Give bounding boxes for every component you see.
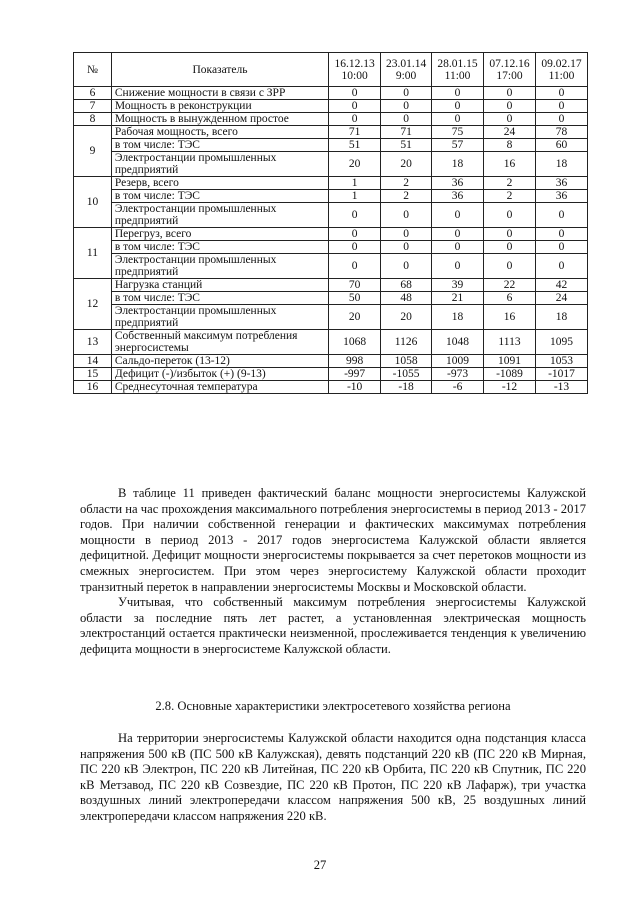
- cell-value: 60: [535, 139, 587, 152]
- table-row: [74, 381, 588, 394]
- cell-value: 16: [484, 152, 536, 177]
- table-row: [74, 279, 588, 292]
- cell-value: 50: [329, 292, 381, 305]
- cell-value: 70: [329, 279, 381, 292]
- cell-value: 51: [329, 139, 381, 152]
- cell-value: 48: [381, 292, 432, 305]
- row-label: Резерв, всего: [111, 177, 328, 190]
- header-date-4: 07.12.16 17:00: [484, 53, 536, 87]
- table-row: [74, 292, 588, 305]
- row-label: Электростанции промышленных предприятий: [111, 203, 328, 228]
- row-number: 14: [74, 355, 112, 368]
- cell-value: 0: [484, 100, 536, 113]
- row-label: в том числе: ТЭС: [111, 190, 328, 203]
- header-date-2: 23.01.14 9:00: [381, 53, 432, 87]
- row-label: в том числе: ТЭС: [111, 241, 328, 254]
- table-row: [74, 152, 588, 177]
- row-label: Мощность в вынужденном простое: [111, 113, 328, 126]
- row-label: Перегруз, всего: [111, 228, 328, 241]
- cell-value: -6: [432, 381, 484, 394]
- table-row: [74, 139, 588, 152]
- cell-value: 22: [484, 279, 536, 292]
- cell-value: 18: [432, 152, 484, 177]
- row-number: 13: [74, 330, 112, 355]
- cell-value: 0: [484, 87, 536, 100]
- cell-value: -13: [535, 381, 587, 394]
- cell-value: 1091: [484, 355, 536, 368]
- cell-value: -1089: [484, 368, 536, 381]
- cell-value: 0: [432, 113, 484, 126]
- cell-value: 0: [432, 100, 484, 113]
- cell-value: -10: [329, 381, 381, 394]
- cell-value: -18: [381, 381, 432, 394]
- cell-value: 0: [381, 87, 432, 100]
- cell-value: 1048: [432, 330, 484, 355]
- cell-value: 0: [432, 254, 484, 279]
- header-date-5: 09.02.17 11:00: [535, 53, 587, 87]
- cell-value: 0: [484, 203, 536, 228]
- cell-value: 2: [381, 177, 432, 190]
- cell-value: -997: [329, 368, 381, 381]
- table-row: [74, 100, 588, 113]
- cell-value: 71: [329, 126, 381, 139]
- cell-value: 2: [484, 177, 536, 190]
- table-row: [74, 190, 588, 203]
- cell-value: 0: [484, 113, 536, 126]
- paragraph-balance: В таблице 11 приведен фактический баланс мощности энергосистемы Калужской области на час прохождения максимального потребления энергосистемы в период 2013 - 2017 годов. При наличии собственной генерации и фактических максимумах потребления мощности в период 2013 - 2017 годов энергосистема Калужской области является дефицитной. Дефицит мощности энергосистемы покрывается за счет перетоков мощности из смежных энергосистем. При этом через энергосистему Калужской области проходит транзитный переток в направлении энергосистемы Москвы и Московской области.: [80, 486, 586, 594]
- cell-value: 0: [484, 228, 536, 241]
- cell-value: 0: [381, 254, 432, 279]
- row-number: 6: [74, 87, 112, 100]
- cell-value: 68: [381, 279, 432, 292]
- cell-value: 1068: [329, 330, 381, 355]
- cell-value: -12: [484, 381, 536, 394]
- row-label: в том числе: ТЭС: [111, 139, 328, 152]
- table-row: [74, 87, 588, 100]
- row-label: Нагрузка станций: [111, 279, 328, 292]
- cell-value: 51: [381, 139, 432, 152]
- cell-value: 0: [484, 254, 536, 279]
- row-label: Сальдо-переток (13-12): [111, 355, 328, 368]
- row-label: Собственный максимум потребления энергосистемы: [111, 330, 328, 355]
- cell-value: 0: [381, 100, 432, 113]
- row-number: 12: [74, 279, 112, 330]
- cell-value: 0: [381, 203, 432, 228]
- cell-value: 0: [535, 254, 587, 279]
- cell-value: 24: [484, 126, 536, 139]
- header-date-1: 16.12.13 10:00: [329, 53, 381, 87]
- cell-value: 0: [329, 203, 381, 228]
- cell-value: 1113: [484, 330, 536, 355]
- cell-value: 36: [432, 190, 484, 203]
- cell-value: 21: [432, 292, 484, 305]
- header-indicator: Показатель: [111, 53, 328, 87]
- cell-value: 0: [432, 228, 484, 241]
- cell-value: 20: [329, 152, 381, 177]
- cell-value: 18: [535, 305, 587, 330]
- body-text: [80, 486, 586, 658]
- table-row: [74, 177, 588, 190]
- table-row: [74, 254, 588, 279]
- cell-value: 36: [432, 177, 484, 190]
- cell-value: 20: [381, 305, 432, 330]
- row-label: Электростанции промышленных предприятий: [111, 152, 328, 177]
- cell-value: -1055: [381, 368, 432, 381]
- cell-value: 0: [535, 203, 587, 228]
- cell-value: 0: [329, 113, 381, 126]
- cell-value: 1009: [432, 355, 484, 368]
- header-date-3: 28.01.15 11:00: [432, 53, 484, 87]
- table-row: [74, 113, 588, 126]
- table-row: [74, 355, 588, 368]
- section-heading: 2.8. Основные характеристики электросетевого хозяйства региона: [155, 699, 511, 713]
- row-label: Снижение мощности в связи с ЗРР: [111, 87, 328, 100]
- cell-value: 0: [484, 241, 536, 254]
- cell-value: 1: [329, 177, 381, 190]
- cell-value: 18: [535, 152, 587, 177]
- cell-value: 78: [535, 126, 587, 139]
- cell-value: 6: [484, 292, 536, 305]
- row-label: Электростанции промышленных предприятий: [111, 305, 328, 330]
- cell-value: 2: [381, 190, 432, 203]
- table-row: [74, 203, 588, 228]
- cell-value: 16: [484, 305, 536, 330]
- cell-value: 0: [535, 113, 587, 126]
- row-number: 16: [74, 381, 112, 394]
- cell-value: 0: [381, 241, 432, 254]
- cell-value: -973: [432, 368, 484, 381]
- cell-value: 0: [329, 100, 381, 113]
- cell-value: 1053: [535, 355, 587, 368]
- cell-value: 998: [329, 355, 381, 368]
- row-number: 11: [74, 228, 112, 279]
- cell-value: 0: [329, 241, 381, 254]
- cell-value: 8: [484, 139, 536, 152]
- cell-value: -1017: [535, 368, 587, 381]
- cell-value: 0: [381, 113, 432, 126]
- cell-value: 75: [432, 126, 484, 139]
- cell-value: 0: [381, 228, 432, 241]
- table-row: [74, 330, 588, 355]
- cell-value: 1058: [381, 355, 432, 368]
- cell-value: 1126: [381, 330, 432, 355]
- row-label: Дефицит (-)/избыток (+) (9-13): [111, 368, 328, 381]
- cell-value: 0: [432, 241, 484, 254]
- page-number: 27: [313, 858, 327, 872]
- row-label: Мощность в реконструкции: [111, 100, 328, 113]
- table-row: [74, 126, 588, 139]
- row-number: 9: [74, 126, 112, 177]
- table-body: [74, 87, 588, 394]
- cell-value: 18: [432, 305, 484, 330]
- row-label: Среднесуточная температура: [111, 381, 328, 394]
- row-number: 8: [74, 113, 112, 126]
- row-label: в том числе: ТЭС: [111, 292, 328, 305]
- row-number: 10: [74, 177, 112, 228]
- row-label: Электростанции промышленных предприятий: [111, 254, 328, 279]
- cell-value: 42: [535, 279, 587, 292]
- row-number: 15: [74, 368, 112, 381]
- power-balance-table: [73, 52, 588, 394]
- cell-value: 0: [535, 228, 587, 241]
- paragraph-substations: На территории энергосистемы Калужской области находится одна подстанция класса напряжения 500 кВ (ПС 500 кВ Калужская), девять подстанций 220 кВ (ПС 220 кВ Мирная, ПС 220 кВ Электрон, ПС 220 кВ Литейная, ПС 220 кВ Орбита, ПС 220 кВ Спутник, ПС 220 кВ Метзавод, ПС 220 кВ Созвездие, ПС 220 кВ Протон, ПС 220 кВ Лафарж), три участка воздушных линий электропередачи классом напряжения 500 кВ, 25 воздушных линий электропередачи классом напряжения 220 кВ.: [80, 731, 586, 823]
- cell-value: 0: [535, 241, 587, 254]
- cell-value: 0: [432, 87, 484, 100]
- cell-value: 0: [329, 228, 381, 241]
- cell-value: 2: [484, 190, 536, 203]
- cell-value: 1: [329, 190, 381, 203]
- row-number: 7: [74, 100, 112, 113]
- cell-value: 57: [432, 139, 484, 152]
- cell-value: 0: [535, 87, 587, 100]
- cell-value: 36: [535, 177, 587, 190]
- row-label: Рабочая мощность, всего: [111, 126, 328, 139]
- cell-value: 0: [535, 100, 587, 113]
- cell-value: 20: [381, 152, 432, 177]
- cell-value: 0: [432, 203, 484, 228]
- cell-value: 0: [329, 87, 381, 100]
- cell-value: 1095: [535, 330, 587, 355]
- cell-value: 24: [535, 292, 587, 305]
- table-row: [74, 228, 588, 241]
- cell-value: 71: [381, 126, 432, 139]
- cell-value: 0: [329, 254, 381, 279]
- cell-value: 39: [432, 279, 484, 292]
- table-header-row: [74, 53, 588, 87]
- paragraph-trend: Учитывая, что собственный максимум потребления энергосистемы Калужской области за последние пять лет растет, а установленная электрическая мощность электростанций остается практически неизменной, прослеживается тенденция к увеличению дефицита мощности в энергосистеме Калужской области.: [80, 595, 586, 656]
- table-row: [74, 305, 588, 330]
- table-row: [74, 241, 588, 254]
- header-num: №: [74, 53, 112, 87]
- table-row: [74, 368, 588, 381]
- body-text-2: [80, 731, 586, 825]
- cell-value: 20: [329, 305, 381, 330]
- cell-value: 36: [535, 190, 587, 203]
